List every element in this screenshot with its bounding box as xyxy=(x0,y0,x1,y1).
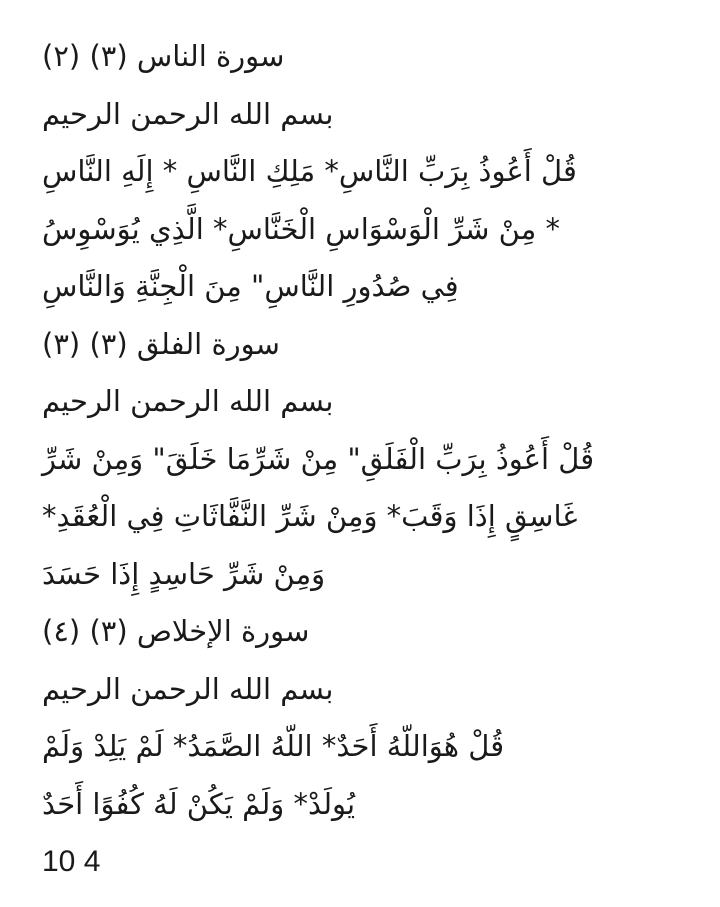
page-number: 10 4 xyxy=(42,845,101,878)
verse-line: قُلْ أَعُوذُ بِرَبِّ النَّاسِ* مَلِكِ النَّاسِ * إِلَهِ النَّاسِ xyxy=(42,154,577,188)
verse-line: قُلْ أَعُوذُ بِرَبِّ الْفَلَقِ" مِنْ شَرِّمَا خَلَقَ" وَمِنْ شَرِّ xyxy=(42,441,595,476)
verse-line: غَاسِقٍ إِذَا وَقَبَ* وَمِنْ شَرِّ النَّفَّاثَاتِ فِي الْعُقَدِ* xyxy=(42,499,578,533)
surah-heading-an-nas: سورة الناس (٣) (٢) xyxy=(42,39,285,73)
basmala: بسم الله الرحمن الرحيم xyxy=(42,384,334,418)
basmala: بسم الله الرحمن الرحيم xyxy=(42,96,334,131)
surah-heading-al-ikhlas: سورة الإخلاص (٣) (٤) xyxy=(42,614,310,648)
surah-heading-al-falaq: سورة الفلق (٣) (٣) xyxy=(42,326,280,361)
verse-line: يُولَدْ* وَلَمْ يَكُنْ لَهُ كُفُوًا أَحَدٌ xyxy=(42,786,356,821)
verse-line: فِي صُدُورِ النَّاسِ" مِنَ الْجِنَّةِ وَالنَّاسِ xyxy=(42,269,459,303)
document-body xyxy=(42,28,692,891)
verse-line: * مِنْ شَرِّ الْوَسْوَاسِ الْخَنَّاسِ* الَّذِي يُوَسْوِسُ xyxy=(42,211,560,246)
verse-line: قُلْ هُوَاللّهُ أَحَدٌ* اللّهُ الصَّمَدُ* لَمْ يَلِدْ وَلَمْ xyxy=(42,729,505,763)
basmala: بسم الله الرحمن الرحيم xyxy=(42,671,334,706)
verse-line: وَمِنْ شَرِّ حَاسِدٍ إِذَا حَسَدَ xyxy=(42,556,326,591)
